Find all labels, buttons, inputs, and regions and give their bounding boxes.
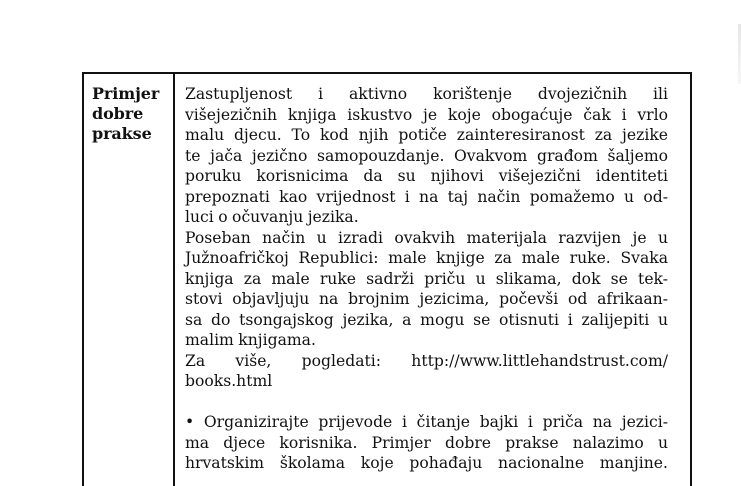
label-line-2: dobre [92,104,144,123]
link-line[interactable]: Za više, pogledati: http://www.littlehandstrust.com/ [185,351,668,370]
text-line: prepoznati kao vrijednost i na taj način pomažemo u od- [185,187,668,206]
paragraph-multilingual-books [185,84,668,228]
text-line: sa do tsongajskog jezika, a mogu se otisnuti i zalijepiti u [185,310,668,329]
text-line: hrvatskim školama koje pohađaju nacionalne manjine. [185,454,668,472]
text-line: poruku korisnicima da su njihovi višejezični identiteti [185,167,668,185]
label-line-3: prakse [92,124,152,143]
text-line: višejezičnih knjiga iskustvo je koje obogaćuje čak i vrlo [185,105,668,124]
text-line: malu djecu. To kod njih potiče zainteresiranost za jezike [185,126,668,144]
label-line-1: Primjer [92,84,160,103]
blank-line [185,392,668,413]
text-line: malim knjigama. [185,331,316,349]
text-line: knjiga za male ruke sadrži priču u slikama, dok se tek- [185,269,668,288]
good-practice-table [82,72,692,486]
text-line: luci o očuvanju jezika. [185,208,359,226]
text-line: • Organizirajte prijevode i čitanje bajki i priča na jezici- [185,413,668,431]
text-line: ma djece korisnika. Primjer dobre prakse nalazimo u [185,433,668,452]
reference-link [185,351,668,392]
text-line: Zastupljenost i aktivno korištenje dvojezičnih ili [185,85,668,103]
table-content-cell [185,84,668,474]
link-line[interactable]: books.html [185,372,273,390]
text-line: stovi objavljuju na brojnim jezicima, počevši od afrikaan- [185,290,668,308]
bullet-item-translations [185,412,668,474]
table-label-cell [84,74,175,486]
text-line: te jača jezično samopouzdanje. Ovakvom građom šaljemo [185,146,668,165]
text-line: Poseban način u izradi ovakvih materijala razvijen je u [185,228,668,247]
paragraph-small-books [185,228,668,351]
text-line: Južnoafričkoj Republici: male knjige za male ruke. Svaka [185,249,668,267]
